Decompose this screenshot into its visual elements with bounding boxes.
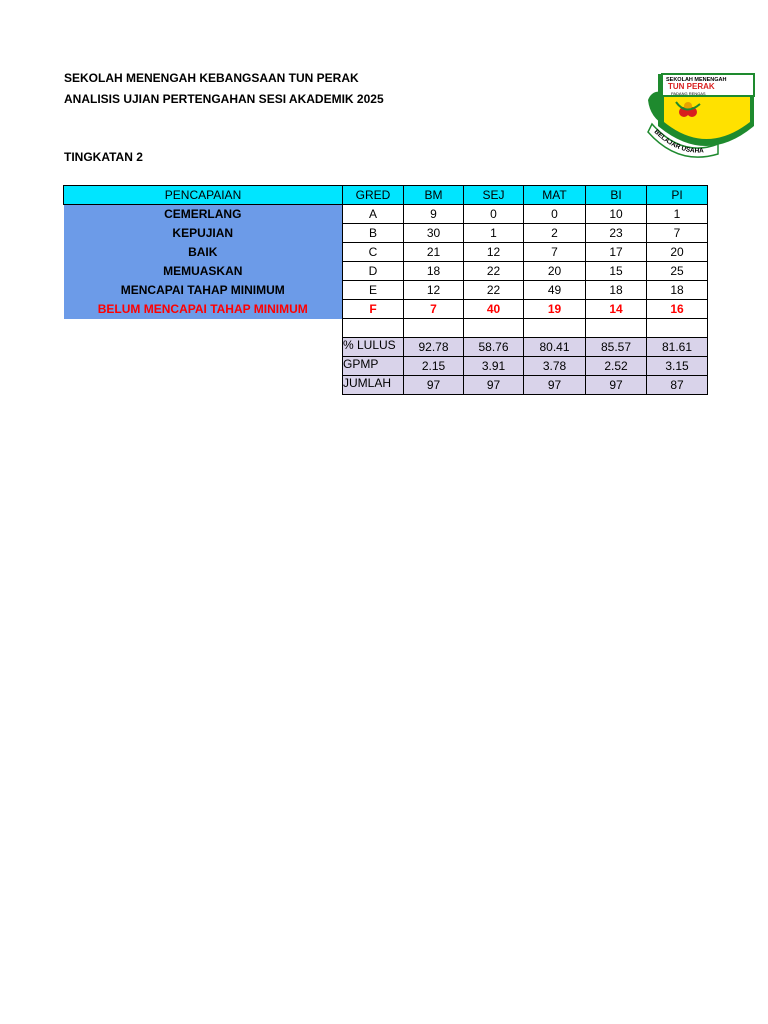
header-subject: BI — [586, 186, 647, 205]
blank-cell — [647, 319, 708, 338]
logo-line3: PADANG RENGAS — [671, 91, 706, 96]
header-subject: BM — [404, 186, 464, 205]
logo-line2: TUN PERAK — [668, 82, 715, 91]
stat-row — [64, 357, 708, 376]
stat-value: 2.15 — [404, 357, 464, 376]
header-subject: PI — [647, 186, 708, 205]
stat-value: 3.91 — [464, 357, 524, 376]
stat-label: GPMP — [343, 357, 404, 376]
table-header-row — [64, 186, 708, 205]
empty-cell — [64, 319, 343, 338]
stat-row — [64, 338, 708, 357]
count-cell: 40 — [464, 300, 524, 319]
stat-value: 97 — [586, 376, 647, 395]
count-cell: 22 — [464, 281, 524, 300]
grade-cell: C — [343, 243, 404, 262]
blank-cell — [524, 319, 586, 338]
count-cell: 23 — [586, 224, 647, 243]
header-gred: GRED — [343, 186, 404, 205]
school-logo — [646, 70, 727, 158]
count-cell: 9 — [404, 205, 464, 224]
stat-value: 80.41 — [524, 338, 586, 357]
header-subject: SEJ — [464, 186, 524, 205]
stat-value: 87 — [647, 376, 708, 395]
count-cell: 0 — [524, 205, 586, 224]
stat-value: 85.57 — [586, 338, 647, 357]
blank-cell — [586, 319, 647, 338]
count-cell: 19 — [524, 300, 586, 319]
empty-cell — [64, 357, 343, 376]
empty-cell — [64, 338, 343, 357]
form-level: TINGKATAN 2 — [64, 150, 143, 164]
count-cell: 2 — [524, 224, 586, 243]
header-pencapaian: PENCAPAIAN — [64, 186, 343, 205]
stat-value: 92.78 — [404, 338, 464, 357]
grade-cell: B — [343, 224, 404, 243]
stat-value: 2.52 — [586, 357, 647, 376]
grade-cell: D — [343, 262, 404, 281]
spacer-row — [64, 319, 708, 338]
grade-cell: A — [343, 205, 404, 224]
count-cell: 7 — [524, 243, 586, 262]
grade-cell: F — [343, 300, 404, 319]
category-label: KEPUJIAN — [64, 224, 343, 243]
count-cell: 25 — [647, 262, 708, 281]
table-row — [64, 243, 708, 262]
count-cell: 7 — [404, 300, 464, 319]
count-cell: 7 — [647, 224, 708, 243]
count-cell: 20 — [524, 262, 586, 281]
table-row — [64, 300, 708, 319]
count-cell: 1 — [647, 205, 708, 224]
table-row — [64, 281, 708, 300]
grade-cell: E — [343, 281, 404, 300]
table-row — [64, 224, 708, 243]
count-cell: 22 — [464, 262, 524, 281]
stat-label: % LULUS — [343, 338, 404, 357]
count-cell: 17 — [586, 243, 647, 262]
stat-value: 97 — [464, 376, 524, 395]
category-label: BELUM MENCAPAI TAHAP MINIMUM — [64, 300, 343, 319]
stat-row — [64, 376, 708, 395]
stat-value: 3.15 — [647, 357, 708, 376]
count-cell: 49 — [524, 281, 586, 300]
count-cell: 1 — [464, 224, 524, 243]
report-title: ANALISIS UJIAN PERTENGAHAN SESI AKADEMIK 2025 — [64, 92, 384, 106]
stat-value: 97 — [404, 376, 464, 395]
category-label: MENCAPAI TAHAP MINIMUM — [64, 281, 343, 300]
header-subject: MAT — [524, 186, 586, 205]
count-cell: 14 — [586, 300, 647, 319]
stat-value: 58.76 — [464, 338, 524, 357]
count-cell: 12 — [404, 281, 464, 300]
empty-cell — [64, 376, 343, 395]
logo-motto: BELAJAR USAHA — [652, 128, 704, 155]
count-cell: 0 — [464, 205, 524, 224]
school-name: SEKOLAH MENENGAH KEBANGSAAN TUN PERAK — [64, 71, 359, 85]
category-label: MEMUASKAN — [64, 262, 343, 281]
count-cell: 16 — [647, 300, 708, 319]
stat-value: 97 — [524, 376, 586, 395]
stat-value: 81.61 — [647, 338, 708, 357]
category-label: BAIK — [64, 243, 343, 262]
count-cell: 18 — [586, 281, 647, 300]
count-cell: 30 — [404, 224, 464, 243]
results-table — [63, 185, 708, 395]
stat-value: 3.78 — [524, 357, 586, 376]
count-cell: 10 — [586, 205, 647, 224]
category-label: CEMERLANG — [64, 205, 343, 224]
count-cell: 20 — [647, 243, 708, 262]
school-crest-icon — [646, 70, 766, 158]
blank-cell — [464, 319, 524, 338]
stat-label: JUMLAH — [343, 376, 404, 395]
count-cell: 12 — [464, 243, 524, 262]
count-cell: 18 — [404, 262, 464, 281]
table-row — [64, 205, 708, 224]
count-cell: 15 — [586, 262, 647, 281]
blank-cell — [343, 319, 404, 338]
count-cell: 18 — [647, 281, 708, 300]
logo-line1: SEKOLAH MENENGAH — [666, 77, 727, 83]
blank-cell — [404, 319, 464, 338]
count-cell: 21 — [404, 243, 464, 262]
table-row — [64, 262, 708, 281]
